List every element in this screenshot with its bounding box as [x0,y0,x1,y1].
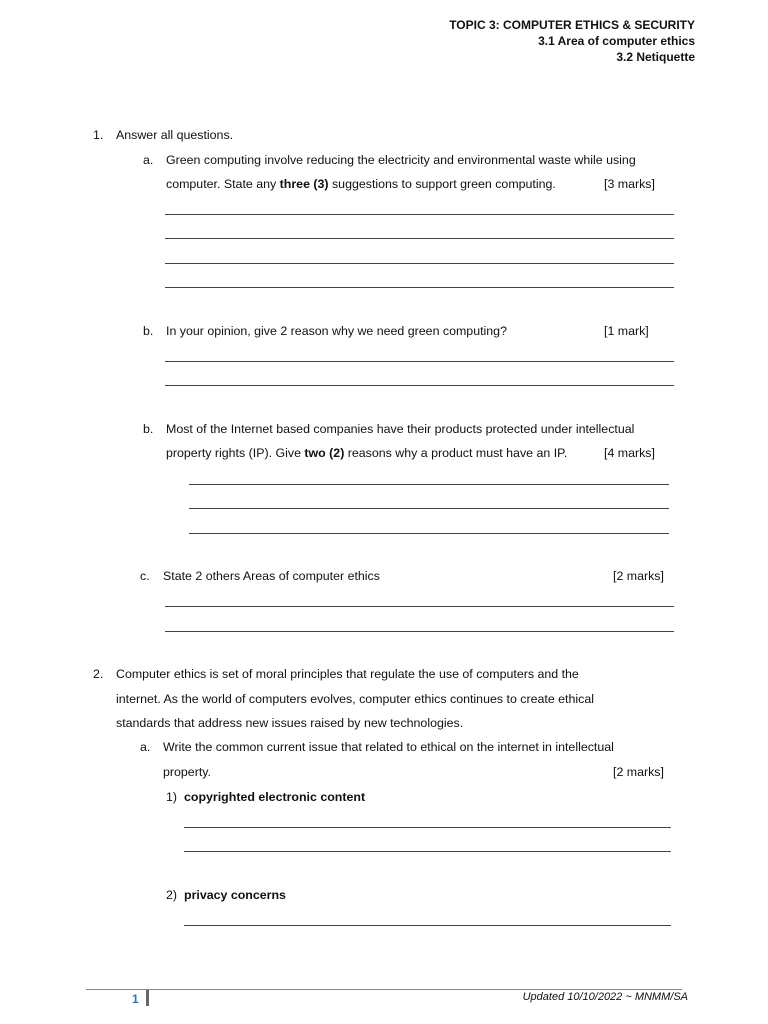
q2-item-2-text: privacy concerns [184,888,286,902]
q1b2-line2: property rights (IP). Give two (2) reasons why a product must have an IP. [166,446,568,460]
q1-number: 1. [93,128,104,142]
q1-stem: Answer all questions. [116,128,234,142]
q1c-marks: [2 marks] [613,569,664,583]
q2a-line2: property. [163,765,211,779]
page-number: 1 [132,992,139,1006]
answer-line[interactable] [184,851,671,852]
q2-line1: Computer ethics is set of moral principles that regulate the use of computers and the [116,667,579,681]
q1b1-text: In your opinion, give 2 reason why we need green computing? [166,324,507,338]
q1c-label: c. [140,569,150,583]
q1b1-marks: [1 mark] [604,324,649,338]
page-number-divider [146,990,149,1006]
q2a-marks: [2 marks] [613,765,664,779]
answer-line[interactable] [165,238,674,239]
q2-item-1-text: copyrighted electronic content [184,790,366,804]
answer-line[interactable] [165,385,674,386]
q1c-text: State 2 others Areas of computer ethics [163,569,380,583]
subtopic-2: 3.2 Netiquette [616,50,695,64]
answer-line[interactable] [165,263,674,264]
subtopic-1: 3.1 Area of computer ethics [538,34,695,48]
q2-line2: internet. As the world of computers evolves, computer ethics continues to create ethical [116,692,594,706]
q1a-label: a. [143,153,154,167]
answer-line[interactable] [189,508,669,509]
topic-title: TOPIC 3: COMPUTER ETHICS & SECURITY [449,18,695,32]
q2a-label: a. [140,740,151,754]
answer-line[interactable] [165,361,674,362]
q1b2-marks: [4 marks] [604,446,655,460]
q2-number: 2. [93,667,104,681]
q1b1-label: b. [143,324,154,338]
answer-line[interactable] [165,287,674,288]
answer-line[interactable] [184,827,671,828]
answer-line[interactable] [165,631,674,632]
updated-note: Updated 10/10/2022 ~ MNMM/SA [522,991,688,1003]
answer-line[interactable] [165,606,674,607]
answer-line[interactable] [165,214,674,215]
q2-line3: standards that address new issues raised by new technologies. [116,716,464,730]
q1b2-label: b. [143,422,154,436]
footer-rule [86,989,682,990]
answer-line[interactable] [189,484,669,485]
q1a-line1: Green computing involve reducing the electricity and environmental waste while using [166,153,636,167]
q2a-line1: Write the common current issue that related to ethical on the internet in intellectual [163,740,614,754]
q1a-line2: computer. State any three (3) suggestions to support green computing. [166,177,556,191]
q2-item-2-number: 2) [166,888,178,902]
q2-item-1-number: 1) [166,790,178,804]
answer-line[interactable] [184,925,671,926]
answer-line[interactable] [189,533,669,534]
q1b2-line1: Most of the Internet based companies have their products protected under intellectual [166,422,635,436]
q1a-marks: [3 marks] [604,177,655,191]
